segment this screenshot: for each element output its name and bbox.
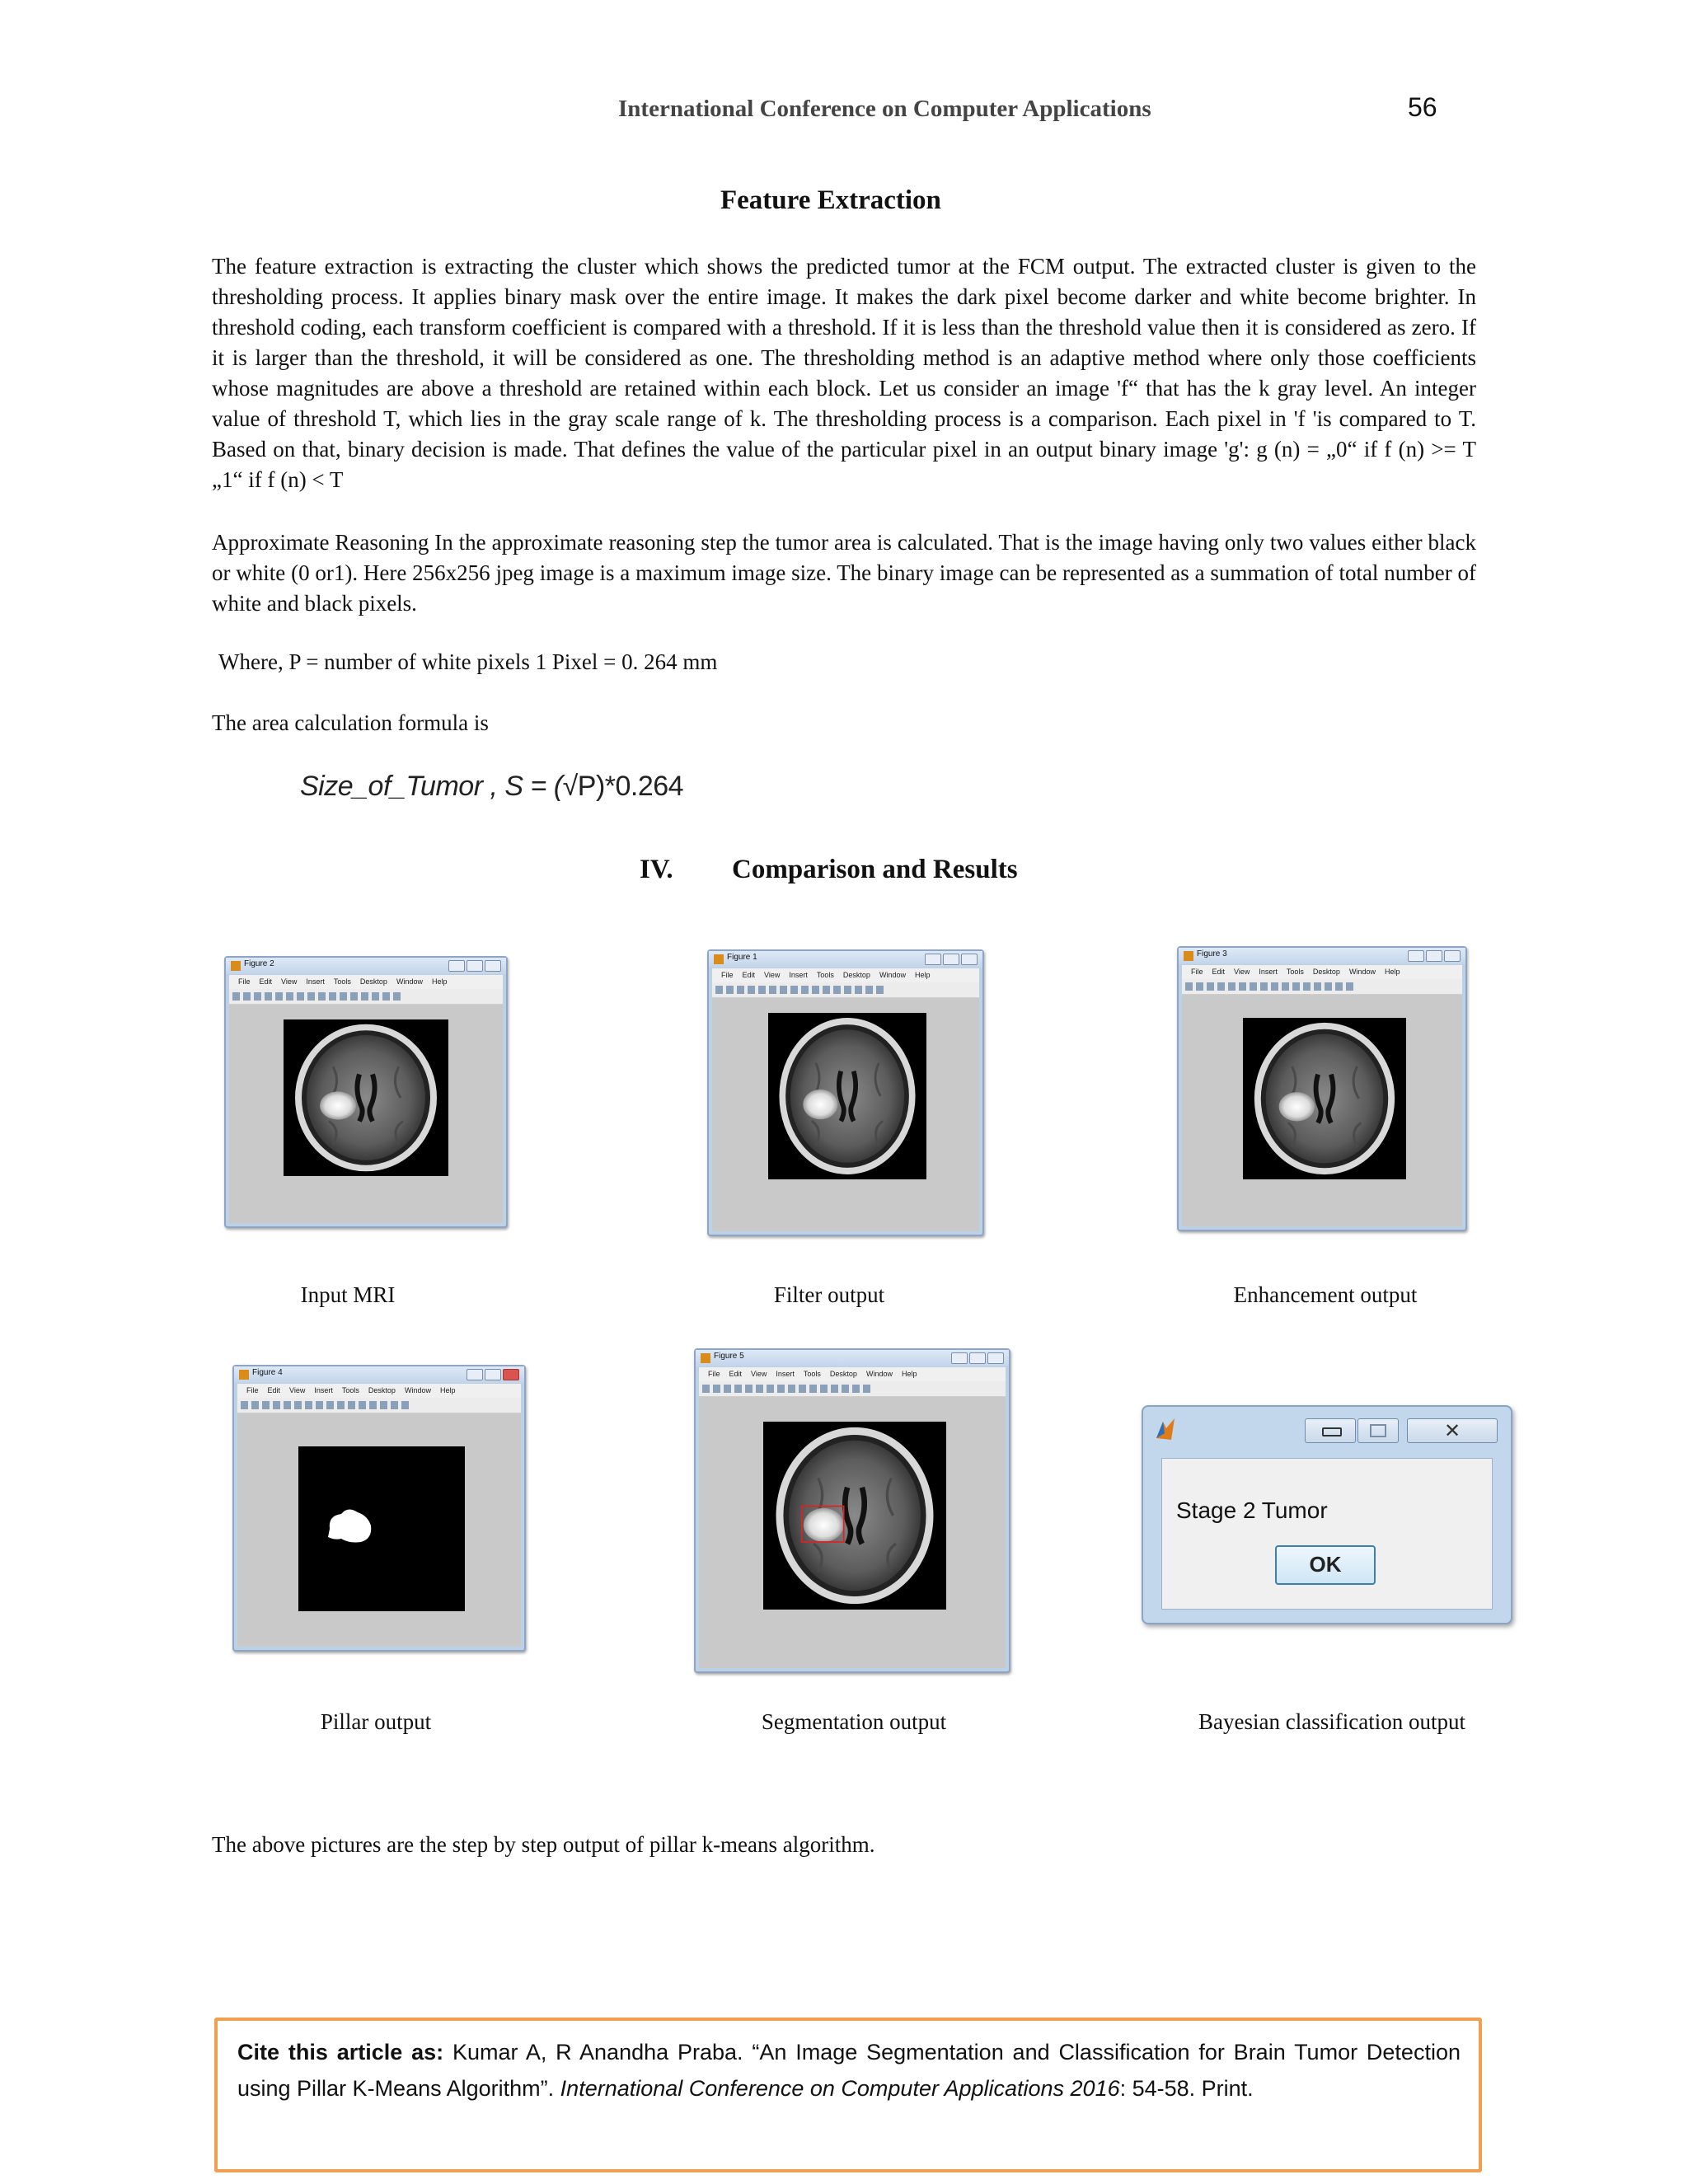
- menu-desktop[interactable]: Desktop: [359, 977, 387, 986]
- window-titlebar: [234, 1366, 524, 1383]
- menu-edit[interactable]: Edit: [742, 971, 756, 979]
- menu-insert[interactable]: Insert: [314, 1386, 333, 1394]
- menu-view[interactable]: View: [751, 1370, 767, 1378]
- close-button[interactable]: [503, 1369, 519, 1380]
- menu-file[interactable]: File: [721, 971, 734, 979]
- menu-bar: [237, 1384, 521, 1398]
- closing-text: The above pictures are the step by step output of pillar k-means algorithm.: [212, 1832, 875, 1857]
- matlab-icon: [239, 1370, 249, 1380]
- where-line: Where, P = number of white pixels 1 Pixel = 0. 264 mm: [218, 649, 718, 674]
- menu-window[interactable]: Window: [404, 1386, 431, 1394]
- dialog-body: [1161, 1458, 1493, 1610]
- maximize-button[interactable]: [467, 960, 483, 972]
- binary-mask-image: [298, 1446, 465, 1611]
- matlab-icon: [1184, 951, 1193, 961]
- menu-insert[interactable]: Insert: [306, 977, 325, 986]
- maximize-button[interactable]: [943, 954, 959, 965]
- minimize-button[interactable]: [1305, 1418, 1356, 1443]
- mri-image: [768, 1013, 926, 1179]
- matlab-icon: [231, 961, 241, 971]
- window-title: Figure 1: [727, 953, 757, 962]
- menu-view[interactable]: View: [289, 1386, 306, 1394]
- menu-help[interactable]: Help: [914, 971, 931, 979]
- figure-canvas: [229, 1005, 503, 1223]
- close-button[interactable]: [485, 960, 501, 972]
- minimize-button[interactable]: [925, 954, 941, 965]
- menu-window[interactable]: Window: [396, 977, 423, 986]
- maximize-button[interactable]: [1357, 1418, 1399, 1443]
- menu-bar: [699, 1367, 1006, 1381]
- menu-file[interactable]: File: [238, 977, 251, 986]
- figure-canvas: [1182, 995, 1462, 1226]
- figure-window-input-mri: [224, 956, 508, 1228]
- menu-window[interactable]: Window: [865, 1370, 893, 1378]
- tumor-size-formula: [300, 771, 683, 803]
- caption-segmentation-output: Segmentation output: [761, 1709, 947, 1734]
- minimize-button[interactable]: [951, 1352, 968, 1364]
- minimize-button[interactable]: [1408, 950, 1424, 962]
- section-title-comparison: Comparison and Results: [732, 855, 1018, 884]
- section-number: IV.: [640, 855, 673, 884]
- menu-insert[interactable]: Insert: [1259, 968, 1278, 976]
- menu-edit[interactable]: Edit: [1212, 968, 1226, 976]
- figure-window-filter-output: [707, 949, 984, 1236]
- close-button[interactable]: [987, 1352, 1004, 1364]
- figure-canvas: [237, 1413, 521, 1647]
- formula-intro: The area calculation formula is: [212, 710, 489, 735]
- menu-edit[interactable]: Edit: [259, 977, 273, 986]
- menu-desktop[interactable]: Desktop: [829, 1370, 857, 1378]
- dialog-message: Stage 2 Tumor: [1176, 1497, 1328, 1523]
- window-titlebar: [696, 1350, 1009, 1366]
- menu-window[interactable]: Window: [1348, 968, 1376, 976]
- figure-window-enhancement-output: [1177, 946, 1467, 1231]
- toolbar: [699, 1381, 1006, 1397]
- maximize-button[interactable]: [1426, 950, 1442, 962]
- menu-edit[interactable]: Edit: [729, 1370, 743, 1378]
- menu-tools[interactable]: Tools: [816, 971, 834, 979]
- citation-label: Cite this article as:: [237, 2040, 444, 2064]
- close-button[interactable]: [961, 954, 978, 965]
- maximize-button[interactable]: [969, 1352, 986, 1364]
- page-number: 56: [1408, 92, 1437, 122]
- mri-image: [284, 1019, 448, 1176]
- menu-desktop[interactable]: Desktop: [368, 1386, 396, 1394]
- menu-insert[interactable]: Insert: [776, 1370, 795, 1378]
- conference-title: International Conference on Computer Applications: [618, 96, 1151, 122]
- close-button[interactable]: [1444, 950, 1461, 962]
- window-title: Figure 3: [1197, 949, 1227, 958]
- toolbar: [712, 982, 979, 998]
- toolbar: [1182, 979, 1462, 995]
- menu-file[interactable]: File: [246, 1386, 259, 1394]
- menu-help[interactable]: Help: [431, 977, 448, 986]
- matlab-icon: [714, 954, 724, 964]
- classification-dialog: [1142, 1405, 1512, 1624]
- section-title-feature-extraction: Feature Extraction: [720, 185, 941, 215]
- caption-pillar-output: Pillar output: [320, 1709, 432, 1734]
- menu-help[interactable]: Help: [1384, 968, 1400, 976]
- close-icon: ✕: [1444, 1419, 1461, 1442]
- menu-help[interactable]: Help: [901, 1370, 917, 1378]
- caption-filter-output: Filter output: [773, 1282, 885, 1307]
- window-titlebar: [1179, 948, 1465, 964]
- caption-bayesian-output: Bayesian classification output: [1198, 1709, 1465, 1734]
- figure-canvas: [712, 998, 979, 1231]
- page-header: [0, 92, 1688, 134]
- menu-insert[interactable]: Insert: [789, 971, 808, 979]
- menu-desktop[interactable]: Desktop: [842, 971, 870, 979]
- citation-pages: : 54-58. Print.: [1119, 2076, 1254, 2101]
- figure-window-pillar-output: [232, 1365, 526, 1652]
- citation-authors-title: Kumar A, R Anandha Praba. “An Image Segmentation and Classification for Brain Tumor Detection using Pillar K-Means Algorithm”.: [237, 2040, 1461, 2101]
- figure-canvas: [699, 1397, 1006, 1668]
- window-title: Figure 2: [244, 959, 274, 968]
- citation-text: [237, 2034, 1461, 2107]
- menu-help[interactable]: Help: [439, 1386, 456, 1394]
- matlab-icon: [1155, 1417, 1176, 1441]
- menu-bar: [712, 968, 979, 982]
- formula-radical: √P: [562, 771, 596, 802]
- minimize-button[interactable]: [467, 1369, 483, 1380]
- menu-bar: [1182, 965, 1462, 979]
- menu-tools[interactable]: Tools: [1286, 968, 1304, 976]
- maximize-button[interactable]: [485, 1369, 501, 1380]
- menu-bar: [229, 975, 503, 989]
- menu-desktop[interactable]: Desktop: [1312, 968, 1340, 976]
- menu-view[interactable]: View: [281, 977, 298, 986]
- formula-lhs: Size_of_Tumor , S = (: [300, 771, 563, 802]
- menu-view[interactable]: View: [764, 971, 781, 979]
- menu-file[interactable]: File: [708, 1370, 720, 1378]
- figure-window-segmentation-output: [694, 1348, 1010, 1673]
- window-titlebar: [709, 951, 982, 968]
- caption-enhancement-output: Enhancement output: [1233, 1282, 1418, 1307]
- paragraph-feature-extraction: The feature extraction is extracting the cluster which shows the predicted tumor at the FCM output. The extracted cluster is given to the thresholding process. It applies binary mask over the entire image. It makes the dark pixel become darker and white become brighter. In threshold coding, each transform coefficient is compared with a threshold. If it is less than the threshold value then it is considered as zero. If it is larger than the threshold, it will be considered as one. The thresholding method is an adaptive method where only those coefficients whose magnitudes are above a threshold are retained within each block. Let us consider an image 'f“ that has the k gray level. An integer value of threshold T, which lies in the gray scale range of k. The thresholding process is a comparison. Each pixel in 'f 'is compared to T. Based on that, binary decision is made. That defines the value of the particular pixel in an output binary image 'g': g (n) = „0“ if f (n) >= T „1“ if f (n) < T: [212, 254, 1476, 492]
- menu-tools[interactable]: Tools: [803, 1370, 821, 1378]
- menu-edit[interactable]: Edit: [267, 1386, 281, 1394]
- mri-image: [763, 1422, 946, 1610]
- menu-file[interactable]: File: [1191, 968, 1203, 976]
- toolbar: [237, 1398, 521, 1413]
- minimize-button[interactable]: [448, 960, 465, 972]
- caption-input-mri: Input MRI: [300, 1282, 396, 1307]
- formula-rhs: )*0.264: [595, 771, 684, 802]
- menu-tools[interactable]: Tools: [341, 1386, 359, 1394]
- matlab-icon: [701, 1353, 710, 1363]
- menu-window[interactable]: Window: [879, 971, 906, 979]
- ok-button[interactable]: OK: [1275, 1545, 1376, 1585]
- citation-venue: International Conference on Computer Applications 2016: [560, 2076, 1120, 2101]
- paragraph-approximate-reasoning: Approximate Reasoning In the approximate reasoning step the tumor area is calculated. That is the image having only two values either black or white (0 or1). Here 256x256 jpeg image is a maximum image size. The binary image can be represented as a summation of total number of white and black pixels.: [212, 530, 1476, 616]
- menu-tools[interactable]: Tools: [333, 977, 351, 986]
- toolbar: [229, 989, 503, 1005]
- window-titlebar: [226, 958, 506, 974]
- window-title: Figure 5: [714, 1352, 744, 1361]
- mri-image: [1243, 1018, 1406, 1179]
- citation-box: [214, 2018, 1482, 2172]
- close-button[interactable]: [1407, 1418, 1498, 1443]
- menu-view[interactable]: View: [1234, 968, 1250, 976]
- window-title: Figure 4: [252, 1368, 283, 1377]
